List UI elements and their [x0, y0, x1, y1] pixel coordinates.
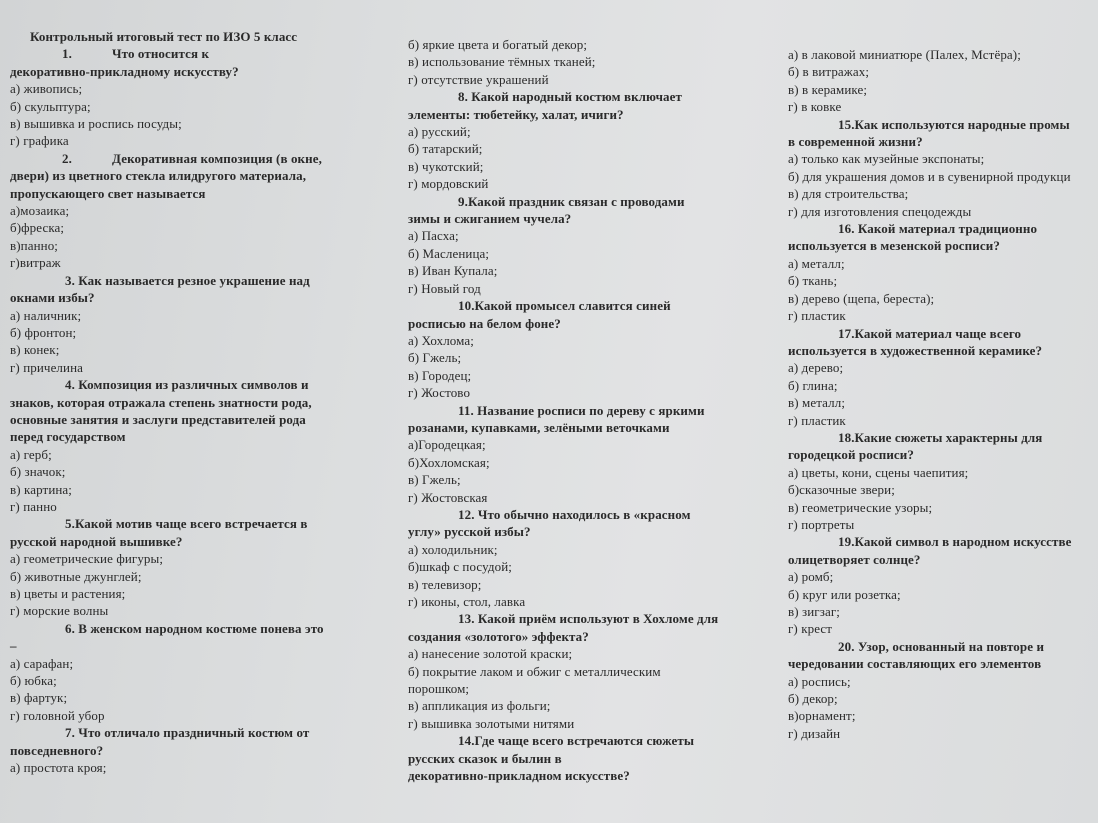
- answer-option: б)шкаф с посудой;: [408, 559, 512, 575]
- answer-option: в) металл;: [788, 395, 846, 411]
- question-14-heading: 14.Где чаще всего встречаются сюжеты: [458, 733, 695, 749]
- answer-option: б) Масленица;: [408, 245, 490, 261]
- question-9-heading: 9.Какой праздник связан с проводами: [458, 193, 685, 209]
- question-text: знаков, которая отражала степень знатности рода,: [10, 394, 312, 410]
- answer-option: а) Пасха;: [408, 228, 459, 244]
- question-number: 1.: [62, 46, 72, 62]
- question-text: создания «золотого» эффекта?: [408, 628, 589, 644]
- question-text: розанами, купавками, зелёными веточками: [408, 419, 670, 435]
- answer-option: г) для изготовления спецодежды: [788, 203, 972, 219]
- question-5-heading: 5.Какой мотив чаще всего встречается в: [65, 516, 308, 532]
- question-8-heading: 8. Какой народный костюм включает: [458, 89, 682, 105]
- answer-option: г) Жостово: [408, 385, 471, 401]
- question-text: в современной жизни?: [788, 134, 923, 150]
- answer-option: б)фреска;: [10, 220, 65, 236]
- answer-option: а)мозаика;: [10, 203, 70, 219]
- question-17-heading: 17.Какой материал чаще всего: [838, 325, 1022, 341]
- question-text: зимы и сжиганием чучела?: [408, 211, 572, 227]
- question-text: используется в мезенской росписи?: [788, 238, 1000, 254]
- answer-option: а) металл;: [788, 255, 845, 271]
- question-3-heading: 3. Как называется резное украшение над: [65, 272, 310, 288]
- answer-option: б) юбка;: [10, 673, 57, 689]
- question-12-heading: 12. Что обычно находилось в «красном: [458, 506, 691, 522]
- column-1: [10, 28, 355, 776]
- answer-option: в)панно;: [10, 237, 59, 253]
- answer-option: в) чукотский;: [408, 158, 484, 174]
- answer-option: а) только как музейные экспонаты;: [788, 151, 985, 167]
- question-text: росписью на белом фоне?: [408, 315, 561, 331]
- answer-option: в) аппликация из фольги;: [408, 698, 551, 714]
- answer-option: г) отсутствие украшений: [408, 71, 549, 87]
- answer-option: а) в лаковой миниатюре (Палех, Мстёра);: [788, 47, 1021, 62]
- question-text: Декоративная композиция (в окне,: [112, 150, 322, 166]
- question-11-heading: 11. Название росписи по дереву с яркими: [458, 402, 705, 418]
- question-text: основные занятия и заслуги представителей рода: [10, 411, 306, 427]
- answer-option: б) круг или розетка;: [788, 586, 901, 602]
- question-text: русских сказок и былин в: [408, 750, 562, 766]
- question-text: –: [10, 638, 17, 654]
- answer-option: б) животные джунглей;: [10, 568, 142, 584]
- question-text: чередовании составляющих его элементов: [788, 656, 1042, 672]
- question-16-heading: 16. Какой материал традиционно: [838, 221, 1038, 237]
- answer-option: в) вышивка и роспись посуды;: [10, 116, 182, 132]
- answer-option: г) мордовский: [408, 176, 489, 192]
- answer-option: в) Гжель;: [408, 472, 461, 488]
- answer-option: а) сарафан;: [10, 655, 74, 671]
- answer-option: б)Хохломская;: [408, 454, 490, 470]
- question-text: олицетворяет солнце?: [788, 551, 921, 567]
- answer-option: б) татарский;: [408, 141, 483, 157]
- question-19-heading: 19.Какой символ в народном искусстве: [838, 534, 1072, 550]
- question-text: двери) из цветного стекла илидругого материала,: [10, 168, 307, 184]
- answer-option: а) нанесение золотой краски;: [408, 646, 573, 662]
- question-text: перед государством: [10, 429, 126, 445]
- answer-option: в) цветы и растения;: [10, 586, 126, 601]
- answer-option: а) ромб;: [788, 569, 834, 585]
- answer-option: б) фронтон;: [10, 324, 77, 340]
- answer-option: г)витраж: [10, 255, 61, 271]
- question-text: декоративно-прикладном искусстве?: [408, 768, 630, 784]
- answer-option: г) графика: [10, 133, 69, 149]
- question-4-heading: 4. Композиция из различных символов и: [65, 377, 309, 393]
- answer-option: а) наличник;: [10, 307, 82, 323]
- question-10-heading: 10.Какой промысел славится синей: [458, 298, 671, 314]
- question-text: Что относится к: [112, 46, 210, 62]
- question-text: пропускающего свет называется: [10, 185, 206, 201]
- answer-option: г) Новый год: [408, 280, 481, 296]
- answer-option: а) дерево;: [788, 360, 844, 376]
- answer-option: в) конек;: [10, 342, 60, 358]
- answer-option: б) скульптура;: [10, 98, 91, 114]
- answer-option: в) для строительства;: [788, 186, 909, 202]
- answer-option: б) Гжель;: [408, 350, 462, 366]
- answer-option: а) Хохлома;: [408, 332, 474, 348]
- answer-option: а) русский;: [408, 124, 471, 140]
- answer-option: г) головной убор: [10, 707, 105, 723]
- column-2: [408, 36, 753, 784]
- answer-option: а)Городецкая;: [408, 437, 486, 453]
- answer-option: а) герб;: [10, 446, 52, 462]
- question-1-heading: [10, 45, 355, 62]
- answer-option: г) дизайн: [788, 725, 841, 741]
- answer-option: б) глина;: [788, 377, 838, 393]
- answer-option: б) яркие цвета и богатый декор;: [408, 37, 588, 52]
- answer-option: г) морские волны: [10, 603, 109, 619]
- question-text: окнами избы?: [10, 290, 95, 306]
- answer-option: а) живопись;: [10, 81, 83, 97]
- answer-option: г) в ковке: [788, 99, 842, 115]
- answer-option: в) картина;: [10, 481, 73, 497]
- answer-option: б)сказочные звери;: [788, 482, 895, 498]
- question-6-heading: 6. В женском народном костюме понева это: [65, 620, 324, 636]
- question-20-heading: 20. Узор, основанный на повторе и: [838, 638, 1045, 654]
- answer-option: в) в керамике;: [788, 81, 868, 97]
- answer-option: г) вышивка золотыми нитями: [408, 715, 575, 731]
- answer-option: б) в витражах;: [788, 64, 870, 80]
- answer-option: г) крест: [788, 621, 833, 637]
- question-13-heading: 13. Какой приём используют в Хохломе для: [458, 611, 719, 627]
- answer-option: г) пластик: [788, 412, 846, 428]
- answer-option: в) Городец;: [408, 367, 472, 383]
- answer-option: г) Жостовская: [408, 489, 488, 505]
- answer-option: в)орнамент;: [788, 708, 856, 724]
- question-text: используется в художественной керамике?: [788, 342, 1043, 358]
- question-text: декоративно-прикладному искусству?: [10, 63, 239, 79]
- answer-option: в) фартук;: [10, 690, 68, 706]
- answer-option: в) геометрические узоры;: [788, 499, 933, 515]
- answer-option: б) покрытие лаком и обжиг с металлическим: [408, 663, 661, 679]
- answer-option: г) панно: [10, 498, 57, 514]
- answer-option: г) причелина: [10, 359, 84, 375]
- answer-option: а) простота кроя;: [10, 760, 107, 776]
- page-title: Контрольный итоговый тест по ИЗО 5 класс: [30, 29, 298, 44]
- answer-option: г) портреты: [788, 516, 855, 532]
- answer-option: а) холодильник;: [408, 541, 498, 557]
- answer-option: а) роспись;: [788, 673, 851, 689]
- question-text: повседневного?: [10, 742, 104, 758]
- answer-option: в) использование тёмных тканей;: [408, 54, 596, 70]
- answer-option: б) для украшения домов и в сувенирной продукци: [788, 168, 1071, 184]
- answer-option: б) декор;: [788, 691, 838, 707]
- answer-option: в) дерево (щепа, береста);: [788, 290, 935, 306]
- answer-option: в) Иван Купала;: [408, 263, 498, 279]
- question-text: городецкой росписи?: [788, 447, 914, 463]
- question-text: русской народной вышивке?: [10, 533, 183, 549]
- question-2-heading: [10, 150, 355, 167]
- answer-option: порошком;: [408, 681, 470, 697]
- question-18-heading: 18.Какие сюжеты характерны для: [838, 429, 1043, 445]
- answer-option: в) зигзаг;: [788, 604, 840, 619]
- answer-option: в) телевизор;: [408, 576, 482, 592]
- question-text: углу» русской избы?: [408, 524, 531, 540]
- answer-option: г) иконы, стол, лавка: [408, 594, 526, 609]
- column-3: [788, 46, 1098, 742]
- question-text: элементы: тюбетейку, халат, ичиги?: [408, 106, 624, 122]
- question-15-heading: 15.Как используются народные промы: [838, 116, 1070, 132]
- answer-option: а) цветы, кони, сцены чаепития;: [788, 464, 969, 480]
- answer-option: б) ткань;: [788, 273, 838, 289]
- answer-option: б) значок;: [10, 464, 66, 480]
- question-7-heading: 7. Что отличало праздничный костюм от: [65, 725, 310, 741]
- question-number: 2.: [62, 150, 72, 166]
- answer-option: г) пластик: [788, 308, 846, 324]
- answer-option: а) геометрические фигуры;: [10, 551, 164, 567]
